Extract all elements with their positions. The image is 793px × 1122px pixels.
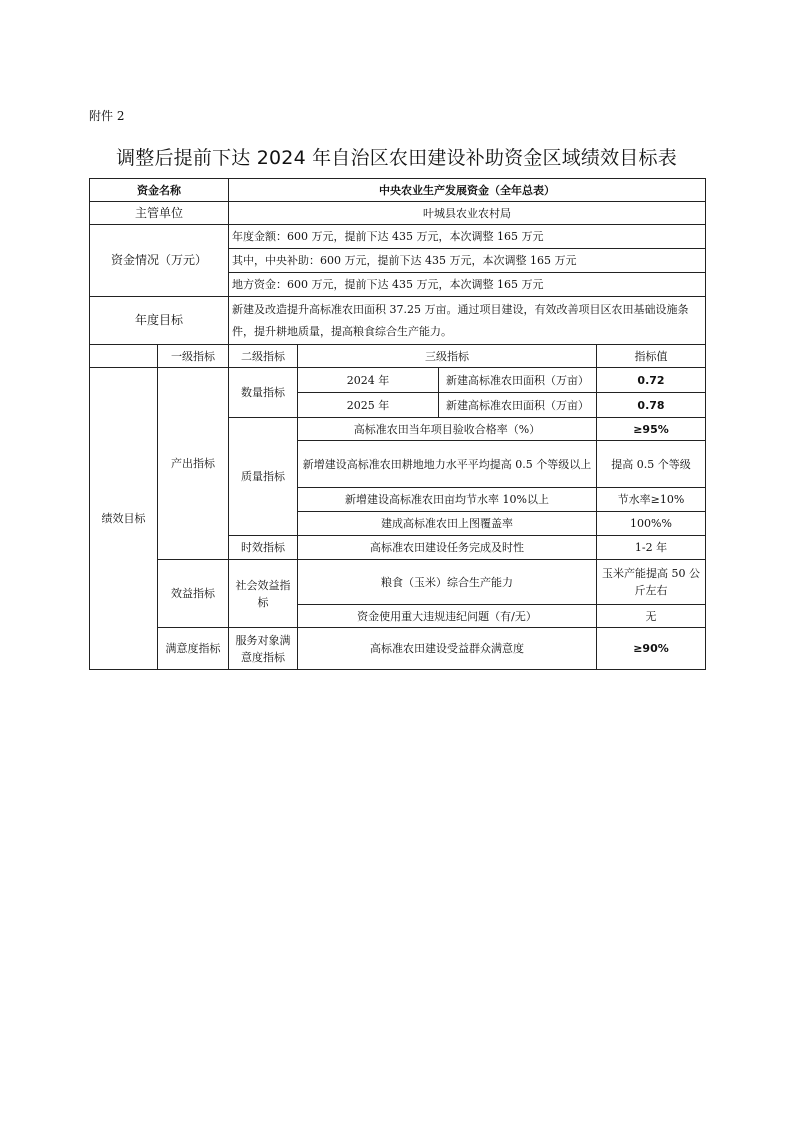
header-blank [90,345,158,368]
dept-value: 叶城县农业农村局 [229,202,706,225]
fund-name-value: 中央农业生产发展资金（全年总表） [229,179,706,202]
quantity-year: 2024 年 [298,368,439,393]
header-level1: 一级指标 [158,345,229,368]
funding-label: 资金情况（万元） [90,225,229,297]
quality-name: 新增建设高标准农田亩均节水率 10%以上 [298,488,597,512]
quality-value: ≥95% [597,418,706,441]
quality-name: 建成高标准农田上图覆盖率 [298,512,597,536]
table-header-row [90,345,706,368]
table-row [90,179,706,202]
header-level3: 三级指标 [298,345,597,368]
quality-label: 质量指标 [229,418,298,536]
page-title: 调整后提前下达 2024 年自治区农田建设补助资金区域绩效目标表 [116,147,677,169]
funding-row: 其中，中央补助：600 万元，提前下达 435 万元，本次调整 165 万元 [229,249,706,273]
quantity-name: 新建高标准农田面积（万亩） [439,393,597,418]
quantity-name: 新建高标准农田面积（万亩） [439,368,597,393]
timeliness-value: 1-2 年 [597,536,706,560]
quality-name: 高标准农田当年项目验收合格率（%） [298,418,597,441]
table-row [90,297,706,345]
social-name: 资金使用重大违规违纪问题（有/无） [298,605,597,628]
social-value: 无 [597,605,706,628]
quality-value: 节水率≥10% [597,488,706,512]
fund-name-label: 资金名称 [90,179,229,202]
funding-row: 地方资金：600 万元，提前下达 435 万元，本次调整 165 万元 [229,273,706,297]
quality-value: 100%% [597,512,706,536]
benefit-label: 效益指标 [158,560,229,628]
table-row [90,560,706,605]
satisfaction-name: 高标准农田建设受益群众满意度 [298,628,597,670]
performance-table [89,178,706,670]
timeliness-label: 时效指标 [229,536,298,560]
table-row [90,368,706,393]
header-value: 指标值 [597,345,706,368]
attachment-label: 附件 2 [89,109,125,123]
quantity-year: 2025 年 [298,393,439,418]
quality-value: 提高 0.5 个等级 [597,441,706,488]
social-name: 粮食（玉米）综合生产能力 [298,560,597,605]
social-label: 社会效益指标 [229,560,298,628]
satisfaction-label: 满意度指标 [158,628,229,670]
table-row [90,225,706,249]
satisfaction-sub-label: 服务对象满意度指标 [229,628,298,670]
annual-goal-label: 年度目标 [90,297,229,345]
quantity-value: 0.78 [597,393,706,418]
satisfaction-value: ≥90% [597,628,706,670]
table-row [90,628,706,670]
header-level2: 二级指标 [229,345,298,368]
quantity-label: 数量指标 [229,368,298,418]
dept-label: 主管单位 [90,202,229,225]
quality-name: 新增建设高标准农田耕地地力水平平均提高 0.5 个等级以上 [298,441,597,488]
funding-row: 年度金额：600 万元，提前下达 435 万元，本次调整 165 万元 [229,225,706,249]
social-value: 玉米产能提高 50 公斤左右 [597,560,706,605]
quantity-value: 0.72 [597,368,706,393]
table-row [90,202,706,225]
timeliness-name: 高标准农田建设任务完成及时性 [298,536,597,560]
annual-goal-text: 新建及改造提升高标准农田面积 37.25 万亩。通过项目建设，有效改善项目区农田基础设施条件，提升耕地质量，提高粮食综合生产能力。 [229,297,706,345]
perf-label: 绩效目标 [90,368,158,670]
output-label: 产出指标 [158,368,229,560]
